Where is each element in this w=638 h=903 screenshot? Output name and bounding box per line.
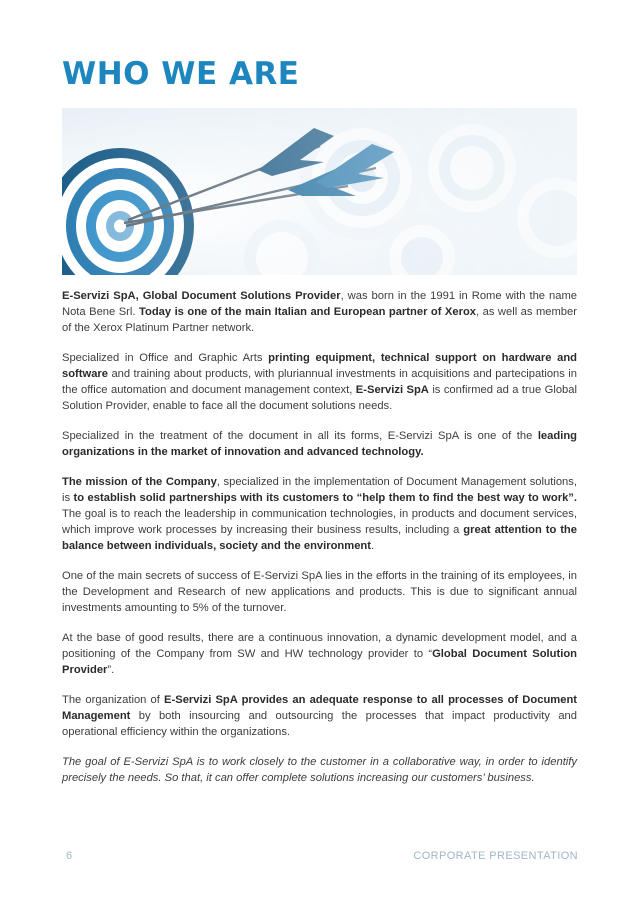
text-run: Specialized in the treatment of the document in all its forms, E-Servizi SpA is one of the xyxy=(62,430,538,442)
paragraph xyxy=(62,350,577,414)
closing-quote: The goal of E-Servizi SpA is to work closely to the customer in a collaborative way, in order to identify precisely the needs. So that, it can offer complete solutions increasing our customers’ business. xyxy=(62,756,577,784)
paragraph xyxy=(62,692,577,740)
body-text xyxy=(62,288,577,800)
text-run: The goal is to reach the leadership in communication technologies, in products and document services, which improve work processes by increasing their business results, including a xyxy=(62,508,577,536)
target-with-arrows-image xyxy=(62,108,577,275)
footer-label: CORPORATE PRESENTATION xyxy=(413,850,578,862)
paragraph xyxy=(62,568,577,616)
bold-run: Global Document Solution Provider xyxy=(62,648,578,676)
text-run: . xyxy=(370,540,375,552)
text-run: At the base of good results, there are a continuous innovation, a dynamic development model, and a positioning of the Company from SW and HW technology provider to “ xyxy=(62,632,577,660)
bold-run: printing equipment, technical support on hardware and software xyxy=(62,352,577,380)
bold-run: leading organizations in the market of innovation and advanced technology. xyxy=(62,430,577,458)
text-run: and training about products, with pluriannual investments in acquisitions and partecipations in the office automation and document management context, xyxy=(62,368,577,396)
bold-run: E-Servizi SpA, Global Document Solutions Provider xyxy=(62,290,341,302)
text-run: is confirmed ad a true Global Solution Provider, enable to face all the document solutions needs. xyxy=(62,384,577,412)
bold-run: Today is one of the main Italian and European partner of Xerox xyxy=(138,306,477,318)
text-run: , as well as member of the Xerox Platinum Partner network. xyxy=(62,306,577,334)
text-run: One of the main secrets of success of E-Servizi SpA lies in the efforts in the training of its employees, in the Development and Research of new applications and products. This is due to significant annual investments amounting to 5% of the turnover. xyxy=(62,570,577,614)
text-run: Specialized in Office and Graphic Arts xyxy=(62,352,269,364)
paragraph xyxy=(62,474,577,554)
paragraph xyxy=(62,288,577,336)
page-number: 6 xyxy=(66,850,73,862)
text-run: , was born in the 1991 in Rome with the name Nota Bene Srl. xyxy=(62,290,578,318)
paragraph xyxy=(62,630,577,678)
text-run: The organization of xyxy=(62,694,165,706)
bold-run: The mission of the Company xyxy=(62,476,217,488)
bold-run: great attention to the balance between individuals, society and the environment xyxy=(62,524,577,552)
text-run: by both insourcing and outsourcing the processes that impact productivity and operational efficiency within the organizations. xyxy=(62,710,577,738)
text-run: , specialized in the implementation of Document Management solutions, is xyxy=(62,476,577,504)
page-title: WHO WE ARE xyxy=(62,56,300,92)
bold-run: E-Servizi SpA provides an adequate response to all processes of Document Management xyxy=(62,694,578,722)
paragraph xyxy=(62,428,577,460)
text-run: ”. xyxy=(107,664,115,676)
bold-run: E-Servizi SpA xyxy=(355,384,429,396)
bold-run: to establish solid partnerships with its customers to “help them to find the best way to work”. xyxy=(73,492,578,504)
